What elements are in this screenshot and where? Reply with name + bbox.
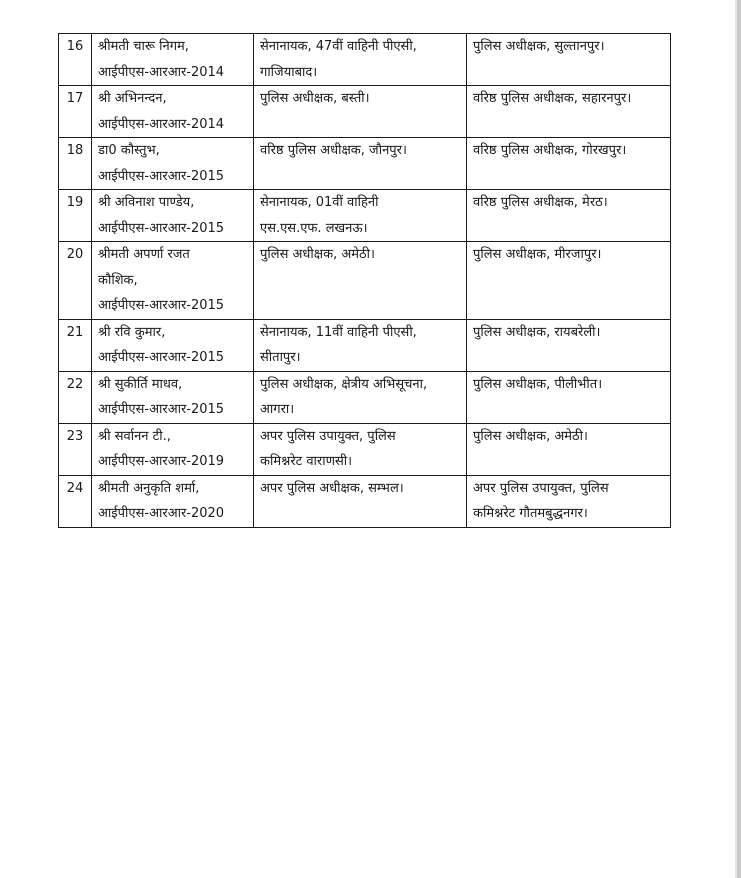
serial-number-cell: 17	[59, 86, 92, 138]
current-posting-cell	[254, 423, 467, 475]
cell-text-line: वरिष्ठ पुलिस अधीक्षक, जौनपुर।	[260, 143, 407, 158]
new-posting-cell	[467, 34, 671, 86]
current-posting-cell	[254, 242, 467, 320]
cell-text-line: आईपीएस-आरआर-2015	[98, 220, 225, 236]
serial-number-cell: 24	[59, 475, 92, 527]
current-posting-cell	[254, 475, 467, 527]
officer-name-cell	[92, 475, 254, 527]
cell-text-line: आईपीएस-आरआर-2019	[98, 454, 225, 469]
current-posting-cell	[254, 371, 467, 423]
table-row	[59, 138, 671, 190]
cell-text-line: सीतापुर।	[260, 350, 301, 365]
officer-name-cell	[92, 34, 254, 86]
cell-text-line: पुलिस अधीक्षक, अमेठी।	[473, 428, 588, 444]
cell-text-line: श्रीमती अपर्णा रजत	[98, 247, 190, 262]
cell-text-line: वरिष्ठ पुलिस अधीक्षक, गोरखपुर।	[473, 143, 627, 158]
cell-text-line: आईपीएस-आरआर-2015	[98, 402, 225, 417]
cell-text-line: पुलिस अधीक्षक, रायबरेली।	[473, 324, 601, 340]
new-posting-cell	[467, 138, 671, 190]
new-posting-cell	[467, 475, 671, 527]
cell-text-line: सेनानायक, 01वीं वाहिनी	[260, 195, 379, 210]
cell-text-line: आईपीएस-आरआर-2015	[98, 298, 225, 313]
cell-text-line: पुलिस अधीक्षक, क्षेत्रीय अभिसूचना,	[260, 376, 428, 392]
cell-text-line: सेनानायक, 47वीं वाहिनी पीएसी,	[260, 39, 417, 54]
current-posting-cell	[254, 319, 467, 371]
new-posting-cell	[467, 319, 671, 371]
cell-text-line: आईपीएस-आरआर-2014	[98, 116, 225, 132]
current-posting-cell	[254, 138, 467, 190]
cell-text-line: आईपीएस-आरआर-2020	[98, 506, 225, 521]
cell-text-line: अपर पुलिस उपायुक्त, पुलिस	[473, 480, 609, 496]
cell-text-line: श्री अभिनन्दन,	[98, 91, 167, 106]
cell-text-line: आईपीएस-आरआर-2015	[98, 350, 225, 365]
serial-number-cell: 16	[59, 34, 92, 86]
cell-text-line: गाजियाबाद।	[260, 64, 318, 80]
cell-text-line: वरिष्ठ पुलिस अधीक्षक, सहारनपुर।	[473, 91, 632, 106]
officer-name-cell	[92, 423, 254, 475]
cell-text-line: कमिश्नरेट वाराणसी।	[260, 454, 353, 469]
cell-text-line: आईपीएस-आरआर-2014	[98, 64, 225, 80]
cell-text-line: श्रीमती अनुकृति शर्मा,	[98, 480, 200, 496]
officer-name-cell	[92, 190, 254, 242]
cell-text-line: कमिश्नरेट गौतमबुद्धनगर।	[473, 506, 588, 521]
cell-text-line: श्री सर्वानन टी.,	[98, 428, 171, 444]
current-posting-cell	[254, 86, 467, 138]
cell-text-line: पुलिस अधीक्षक, बस्ती।	[260, 91, 370, 106]
serial-number-cell: 18	[59, 138, 92, 190]
cell-text-line: पुलिस अधीक्षक, अमेठी।	[260, 247, 375, 262]
new-posting-cell	[467, 242, 671, 320]
current-posting-cell	[254, 190, 467, 242]
cell-text-line: डा0 कौस्तुभ,	[98, 143, 160, 158]
serial-number-cell: 23	[59, 423, 92, 475]
serial-number-cell: 22	[59, 371, 92, 423]
table-row	[59, 319, 671, 371]
table-row	[59, 423, 671, 475]
cell-text-line: आईपीएस-आरआर-2015	[98, 168, 225, 184]
cell-text-line: कौशिक,	[98, 272, 138, 288]
officer-name-cell	[92, 138, 254, 190]
officer-name-cell	[92, 371, 254, 423]
cell-text-line: श्री सुकीर्ति माधव,	[98, 376, 183, 392]
cell-text-line: वरिष्ठ पुलिस अधीक्षक, मेरठ।	[473, 195, 608, 210]
table-row	[59, 242, 671, 320]
table-row	[59, 34, 671, 86]
new-posting-cell	[467, 423, 671, 475]
officer-name-cell	[92, 86, 254, 138]
table-body	[59, 34, 671, 528]
table-row	[59, 371, 671, 423]
transfer-table	[58, 33, 671, 528]
serial-number-cell: 20	[59, 242, 92, 320]
table-row	[59, 475, 671, 527]
current-posting-cell	[254, 34, 467, 86]
cell-text-line: अपर पुलिस अधीक्षक, सम्भल।	[260, 480, 404, 496]
table-row	[59, 86, 671, 138]
cell-text-line: पुलिस अधीक्षक, सुल्तानपुर।	[473, 39, 605, 54]
table-row	[59, 190, 671, 242]
cell-text-line: पुलिस अधीक्षक, पीलीभीत।	[473, 376, 603, 392]
cell-text-line: श्रीमती चारू निगम,	[98, 39, 189, 54]
new-posting-cell	[467, 86, 671, 138]
cell-text-line: श्री अविनाश पाण्डेय,	[98, 195, 195, 210]
serial-number-cell: 21	[59, 319, 92, 371]
cell-text-line: आगरा।	[260, 402, 295, 417]
cell-text-line: एस.एस.एफ. लखनऊ।	[260, 220, 368, 236]
new-posting-cell	[467, 190, 671, 242]
officer-name-cell	[92, 242, 254, 320]
cell-text-line: अपर पुलिस उपायुक्त, पुलिस	[260, 428, 396, 444]
cell-text-line: श्री रवि कुमार,	[98, 324, 166, 340]
page-edge	[737, 0, 741, 878]
officer-name-cell	[92, 319, 254, 371]
new-posting-cell	[467, 371, 671, 423]
cell-text-line: पुलिस अधीक्षक, मीरजापुर।	[473, 247, 602, 262]
serial-number-cell: 19	[59, 190, 92, 242]
cell-text-line: सेनानायक, 11वीं वाहिनी पीएसी,	[260, 324, 417, 340]
